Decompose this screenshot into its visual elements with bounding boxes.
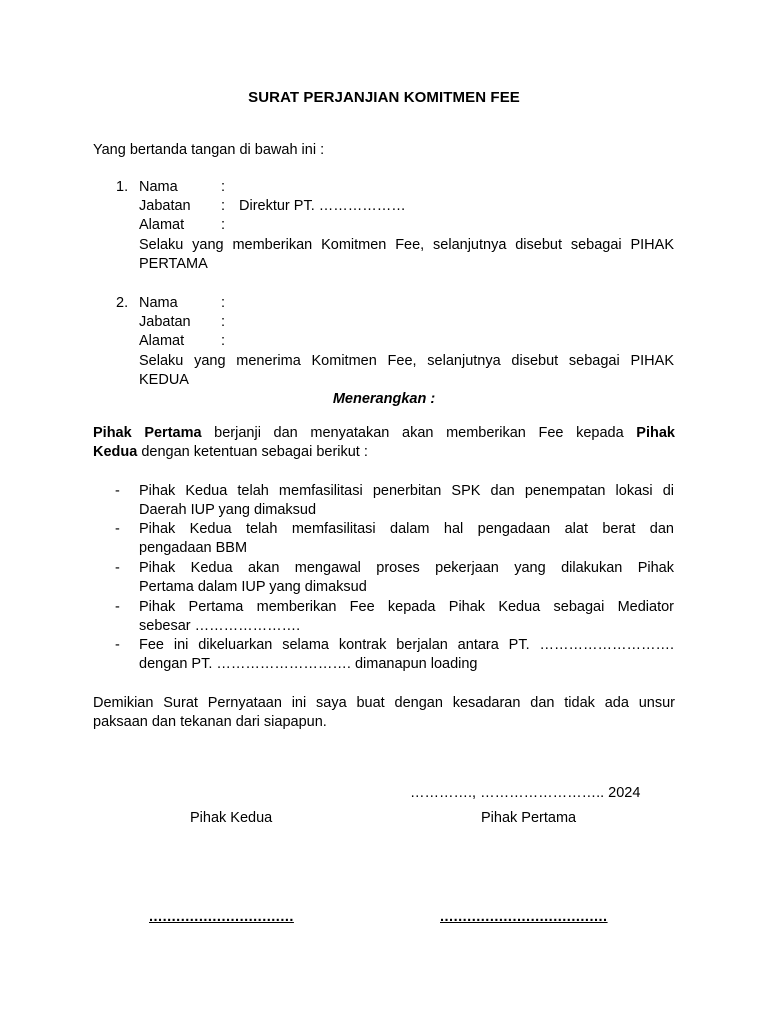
bullet-1-line1: Pihak Kedua telah memfasilitasi penerbitan SPK dan penempatan lokasi di: [139, 483, 674, 499]
signature-right-line: .....................................: [440, 909, 608, 925]
date-line: …………., …………………….. 2024: [410, 785, 641, 801]
party-1-number: 1.: [116, 179, 129, 195]
party-2-position-colon: :: [221, 314, 226, 330]
party-2-position-label: Jabatan: [139, 314, 191, 330]
party-1-name-colon: :: [221, 179, 226, 195]
party-1-address-colon: :: [221, 217, 226, 233]
intro-text: Yang bertanda tangan di bawah ini :: [93, 142, 325, 158]
party-2-desc-line1: Selaku yang menerima Komitmen Fee, selanjutnya disebut sebagai PIHAK: [139, 353, 674, 369]
party-1-name-label: Nama: [139, 179, 178, 195]
party-2-name-label: Nama: [139, 295, 178, 311]
signature-right-label: Pihak Pertama: [481, 810, 577, 826]
closing-line2: paksaan dan tekanan dari siapapun.: [93, 714, 327, 730]
agreement-text1: berjanji dan menyatakan akan memberikan Fee kepada: [201, 425, 637, 441]
party-2-desc-line2: KEDUA: [139, 372, 189, 388]
party-1-position-label: Jabatan: [139, 198, 191, 214]
party-1-desc-line1: Selaku yang memberikan Komitmen Fee, selanjutnya disebut sebagai PIHAK: [139, 237, 674, 253]
party-1-desc-line2: PERTAMA: [139, 256, 208, 272]
party-2-name-colon: :: [221, 295, 226, 311]
party-1-position-value: Direktur PT. ………………: [239, 198, 406, 214]
signature-left-line: ................................: [149, 909, 294, 925]
bullet-dash: -: [115, 521, 120, 537]
party-1-position-colon: :: [221, 198, 226, 214]
document-title: SURAT PERJANJIAN KOMITMEN FEE: [248, 89, 520, 106]
bullet-5-line1: Fee ini dikeluarkan selama kontrak berjalan antara PT. ……………………….: [139, 637, 674, 653]
agreement-bold-second-party-1: Pihak: [636, 425, 675, 441]
agreement-bold-second-party-2: Kedua: [93, 444, 138, 460]
agreement-line2: [93, 443, 368, 462]
bullet-4-line2: sebesar ………………….: [139, 618, 301, 634]
bullet-3-line1: Pihak Kedua akan mengawal proses pekerjaan yang dilakukan Pihak: [139, 560, 674, 576]
party-1-address-label: Alamat: [139, 217, 185, 233]
bullet-2-line2: pengadaan BBM: [139, 540, 248, 556]
bullet-dash: -: [115, 483, 120, 499]
party-2-address-label: Alamat: [139, 333, 185, 349]
signature-left-label: Pihak Kedua: [190, 810, 273, 826]
bullet-dash: -: [115, 599, 120, 615]
party-2-number: 2.: [116, 295, 129, 311]
agreement-bold-first-party: Pihak Pertama: [93, 425, 202, 441]
bullet-1-line2: Daerah IUP yang dimaksud: [139, 502, 317, 518]
party-2-address-colon: :: [221, 333, 226, 349]
section-heading: Menerangkan :: [332, 391, 436, 407]
closing-line1: Demikian Surat Pernyataan ini saya buat dengan kesadaran dan tidak ada unsur: [93, 695, 675, 711]
bullet-2-line1: Pihak Kedua telah memfasilitasi dalam hal pengadaan alat berat dan: [139, 521, 674, 537]
agreement-line1: [93, 424, 675, 443]
agreement-text2: dengan ketentuan sebagai berikut :: [137, 444, 368, 460]
bullet-dash: -: [115, 560, 120, 576]
bullet-5-line2: dengan PT. ………………………. dimanapun loading: [139, 656, 478, 672]
bullet-dash: -: [115, 637, 120, 653]
bullet-4-line1: Pihak Pertama memberikan Fee kepada Pihak Kedua sebagai Mediator: [139, 599, 674, 615]
bullet-3-line2: Pertama dalam IUP yang dimaksud: [139, 579, 367, 595]
